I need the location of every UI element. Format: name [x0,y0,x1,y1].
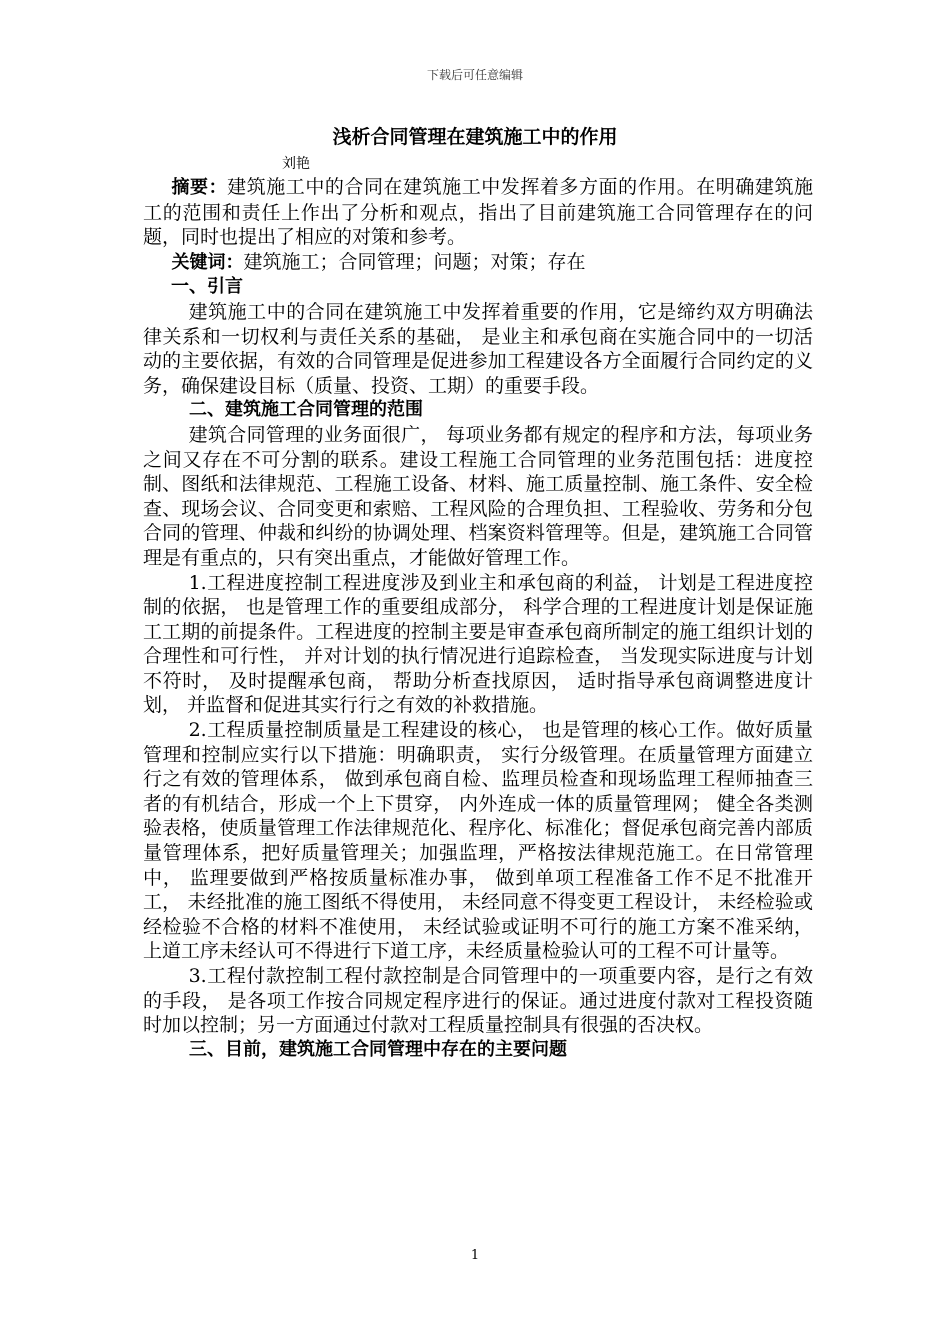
paragraph-quality-control: 2.工程质量控制质量是工程建设的核心， 也是管理的核心工作。做好质量管理和控制应实行以下措施：明确职责， 实行分级管理。在质量管理方面建立行之有效的管理体系， 做到承包商自检、监理员检查和现场监理工程师抽查三者的有机结合，形成一个上下贯穿， 内外连成一体的质量管理网； 健全各类测验表格，使质量管理工作法律规范化、程序化、标准化；督促承包商完善内部质量管理体系，把好质量管理关；加强监理，严格按法律规范施工。在日常管理中， 监理要做到严格按质量标准办事， 做到单项工程准备工作不足不批准开工， 未经批准的施工图纸不得使用， 未经同意不得变更工程设计， 未经检验或经检验不合格的材料不准使用， 未经试验或证明不可行的施工方案不准采纳， 上道工序未经认可不得进行下道工序，未经质量检验认可的工程不可计量等。 [143,719,813,963]
author-name: 刘艳 [282,156,310,172]
page-header: 下载后可任意编辑 [426,68,523,82]
abstract-label: 摘要： [171,177,228,198]
abstract-paragraph [143,175,813,250]
keywords-label: 关键词： [171,251,244,273]
article-body [143,175,813,1062]
article-title: 浅析合同管理在建筑施工中的作用 [332,126,618,148]
page-number: 1 [470,1248,480,1263]
section-heading-problems: 三、目前，建筑施工合同管理中存在的主要问题 [189,1038,567,1060]
paragraph-intro: 建筑施工中的合同在建筑施工中发挥着重要的作用，它是缔约双方明确法律关系和一切权利与责任关系的基础， 是业主和承包商在实施合同中的一切活动的主要依据，有效的合同管理是促进参加工程建设各方全面履行合同约定的义务，确保建设目标（质量、投资、工期）的重要手段。 [143,300,813,397]
paragraph-progress-control: 1.工程进度控制工程进度涉及到业主和承包商的利益， 计划是工程进度控制的依据， 也是管理工作的重要组成部分， 科学合理的工程进度计划是保证施工工期的前提条件。工程进度的控制主要是审查承包商所制定的施工组织计划的合理性和可行性， 并对计划的执行情况进行追踪检查， 当发现实际进度与计划不符时， 及时提醒承包商， 帮助分析查找原因， 适时指导承包商调整进度计划， 并监督和促进其实行行之有效的补救措施。 [143,571,813,717]
keywords-paragraph [143,250,813,276]
paragraph-scope-overview: 建筑合同管理的业务面很广， 每项业务都有规定的程序和方法，每项业务之间又存在不可分割的联系。建设工程施工合同管理的业务范围包括：进度控制、图纸和法律规范、工程施工设备、材料、施工质量控制、施工条件、安全检查、现场会议、合同变更和索赔、工程风险的合理负担、工程验收、劳务和分包合同的管理、仲裁和纠纷的协调处理、档案资料管理等。但是，建筑施工合同管理是有重点的，只有突出重点，才能做好管理工作。 [143,423,813,569]
keywords-text: 建筑施工；合同管理；问题；对策；存在 [243,250,586,273]
section-heading-scope: 二、建筑施工合同管理的范围 [189,399,423,421]
abstract-text: 建筑施工中的合同在建筑施工中发挥着多方面的作用。在明确建筑施工的范围和责任上作出了分析和观点，指出了目前建筑施工合同管理存在的问题，同时也提出了相应的对策和参考。 [143,176,813,249]
section-heading-intro: 一、引言 [171,276,243,298]
paragraph-payment-control: 3.工程付款控制工程付款控制是合同管理中的一项重要内容，是行之有效的手段， 是各项工作按合同规定程序进行的保证。通过进度付款对工程投资随时加以控制；另一方面通过付款对工程质量控制具有很强的否决权。 [143,965,813,1037]
